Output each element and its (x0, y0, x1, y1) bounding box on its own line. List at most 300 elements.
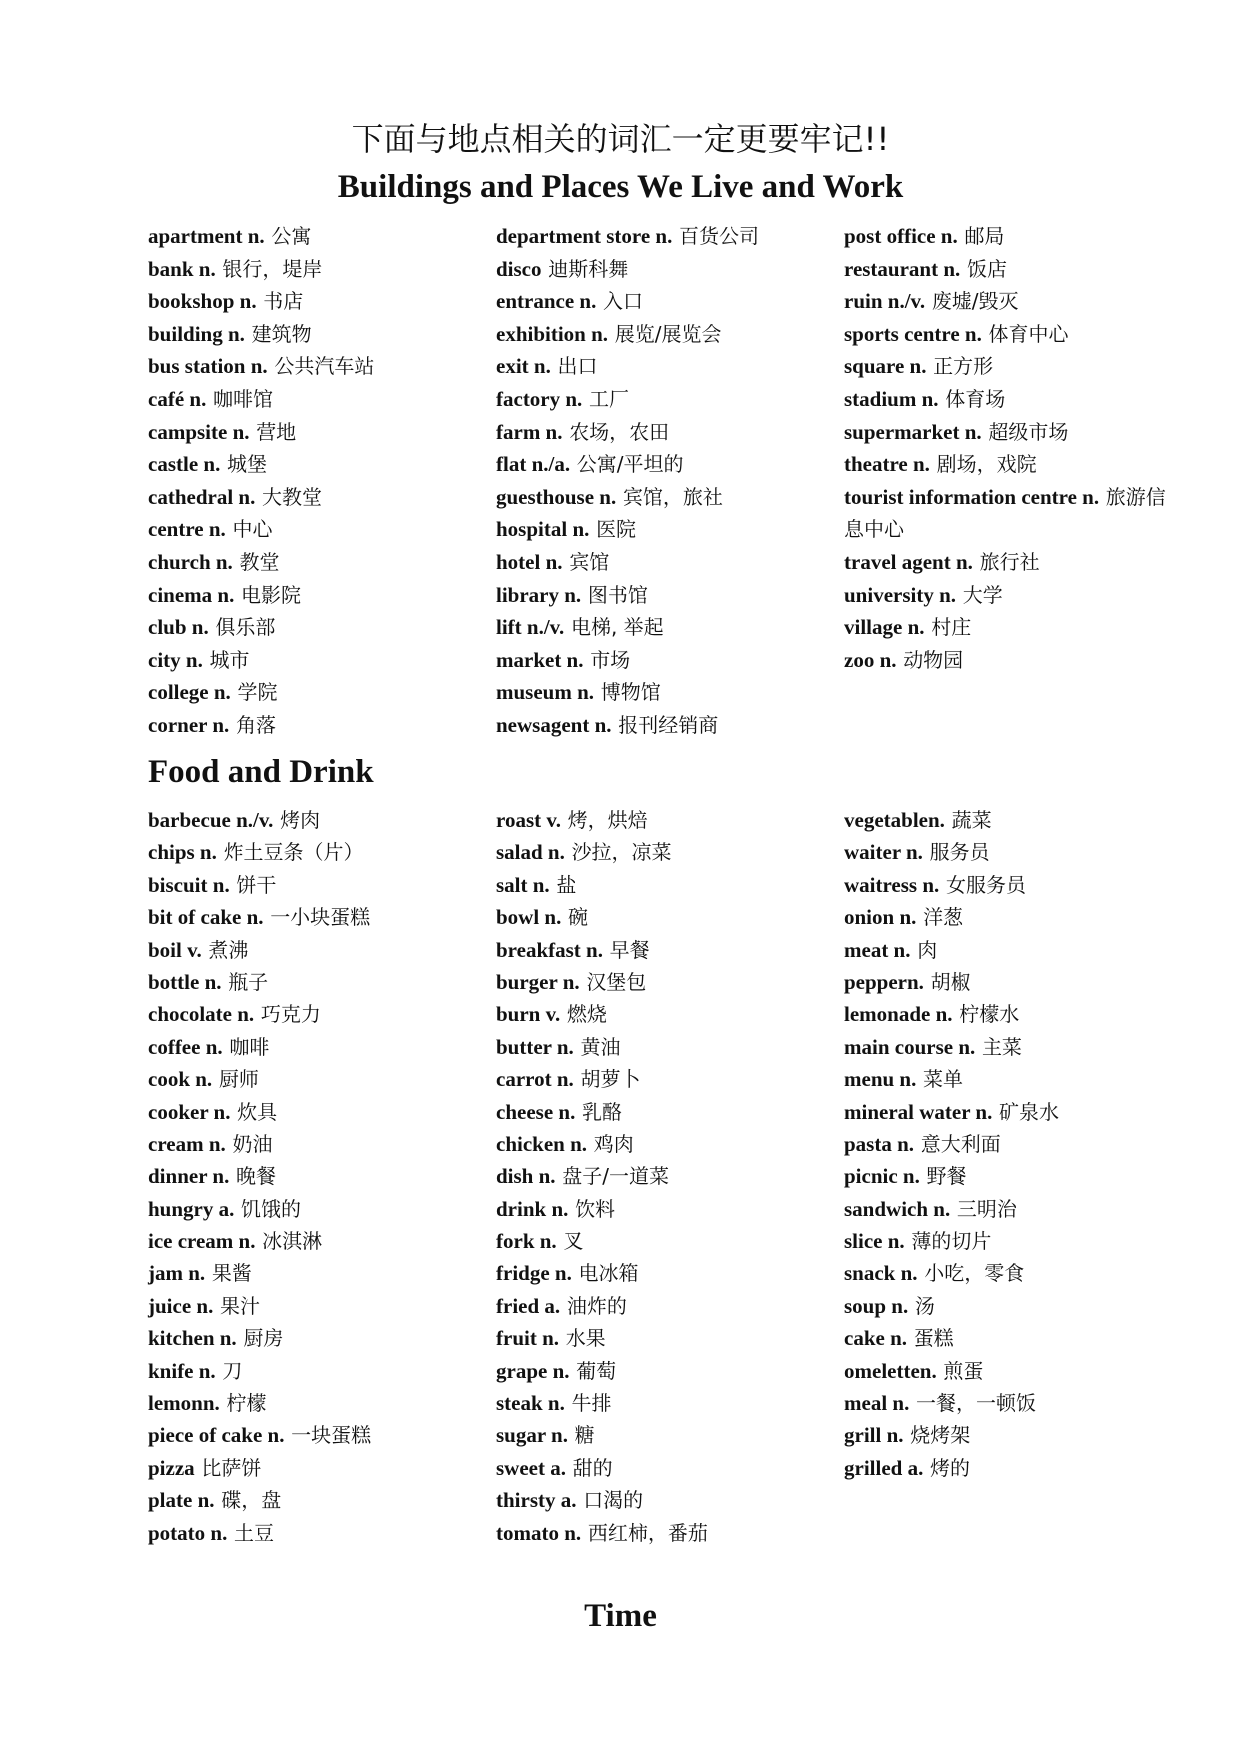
vocab-word: soup n. (844, 1293, 909, 1318)
vocab-entry (496, 1063, 844, 1095)
vocab-word: coffee n. (148, 1034, 223, 1059)
buildings-word-grid (148, 220, 1192, 742)
vocab-meaning: 入口 (603, 289, 644, 314)
vocab-word: waitress n. (844, 872, 940, 897)
vocab-meaning: 洋葱 (923, 905, 964, 930)
vocab-entry (148, 579, 496, 612)
vocab-meaning: 葡萄 (576, 1358, 617, 1383)
vocab-entry (844, 579, 1192, 612)
vocab-entry (148, 644, 496, 677)
vocab-word: pizza (148, 1455, 195, 1480)
vocab-word: lemonn. (148, 1391, 220, 1416)
vocab-meaning: 晚餐 (236, 1164, 277, 1189)
vocab-entry (496, 869, 844, 901)
vocab-meaning: 黄油 (580, 1034, 621, 1059)
vocab-word: stadium n. (844, 386, 939, 411)
vocab-word: bookshop n. (148, 289, 257, 314)
vocab-meaning: 小吃，零食 (924, 1261, 1025, 1286)
vocab-meaning: 报刊经销商 (618, 712, 719, 737)
vocab-word: cooker n. (148, 1099, 231, 1124)
vocab-entry (496, 611, 844, 644)
vocab-word: thirsty a. (496, 1488, 577, 1513)
vocab-word: pasta n. (844, 1131, 915, 1156)
vocab-entry (496, 350, 844, 383)
vocab-meaning: 口渴的 (583, 1488, 644, 1513)
vocab-entry (496, 1128, 844, 1160)
vocab-entry (148, 383, 496, 416)
vocab-entry (844, 1290, 1192, 1322)
vocab-word: travel agent n. (844, 549, 973, 574)
vocab-word: sandwich n. (844, 1196, 951, 1221)
vocab-word: newsagent n. (496, 712, 612, 737)
vocab-meaning: 展览/展览会 (614, 321, 722, 346)
vocab-word: fridge n. (496, 1261, 572, 1286)
vocab-entry (844, 481, 1170, 546)
vocab-word: bowl n. (496, 905, 562, 930)
vocab-entry (844, 1128, 1192, 1160)
vocab-entry (496, 1096, 844, 1128)
vocab-word: mineral water n. (844, 1099, 993, 1124)
vocab-entry (148, 676, 496, 709)
vocab-word: fried a. (496, 1293, 561, 1318)
vocab-word: campsite n. (148, 419, 250, 444)
vocab-entry (148, 416, 496, 449)
vocab-entry (844, 836, 1192, 868)
vocab-entry (496, 1193, 844, 1225)
vocab-entry (148, 836, 496, 868)
vocab-entry (496, 285, 844, 318)
vocab-meaning: 体育场 (945, 386, 1006, 411)
vocab-word: burn v. (496, 1002, 561, 1027)
vocab-entry (844, 1452, 1192, 1484)
food-word-grid (148, 804, 1192, 1549)
vocab-meaning: 野餐 (926, 1164, 967, 1189)
vocab-entry (844, 546, 1192, 579)
vocab-word: sugar n. (496, 1423, 568, 1448)
buildings-column-2 (496, 220, 844, 742)
vocab-word: kitchen n. (148, 1326, 237, 1351)
vocab-word: onion n. (844, 905, 917, 930)
vocab-meaning: 果汁 (220, 1293, 261, 1318)
vocab-meaning: 煎蛋 (943, 1358, 984, 1383)
vocab-meaning: 村庄 (931, 615, 972, 640)
vocab-entry (844, 318, 1192, 351)
vocab-word: flat n./a. (496, 452, 571, 477)
vocab-entry (844, 253, 1192, 286)
vocab-entry (844, 644, 1192, 677)
page-title: 下面与地点相关的词汇一定更要牢记!! (351, 120, 890, 159)
vocab-meaning: 主菜 (981, 1034, 1022, 1059)
vocab-word: fork n. (496, 1229, 557, 1254)
vocab-meaning: 蔬菜 (951, 808, 992, 832)
vocab-word: slice n. (844, 1229, 905, 1254)
vocab-word: castle n. (148, 452, 221, 477)
vocab-entry (844, 1063, 1192, 1095)
vocab-word: breakfast n. (496, 937, 603, 962)
vocab-meaning: 柠檬水 (959, 1002, 1020, 1027)
vocab-meaning: 比萨饼 (201, 1455, 262, 1480)
vocab-word: café n. (148, 386, 207, 411)
vocab-meaning: 服务员 (929, 840, 990, 865)
vocab-meaning: 奶油 (232, 1131, 273, 1156)
vocab-meaning: 剧场，戏院 (936, 452, 1037, 477)
vocab-entry (496, 644, 844, 677)
vocab-entry (496, 1257, 844, 1289)
vocab-entry (496, 513, 844, 546)
vocab-word: supermarket n. (844, 419, 982, 444)
vocab-meaning: 瓶子 (228, 969, 269, 994)
vocab-entry (148, 966, 496, 998)
vocab-word: club n. (148, 615, 209, 640)
vocab-word: knife n. (148, 1358, 216, 1383)
vocab-word: sweet a. (496, 1455, 566, 1480)
vocab-entry (148, 1063, 496, 1095)
food-column-2 (496, 804, 844, 1549)
vocab-entry (148, 350, 496, 383)
vocab-entry (148, 1193, 496, 1225)
vocab-entry (844, 611, 1192, 644)
vocab-meaning: 盘子/一道菜 (562, 1164, 669, 1189)
vocab-entry (496, 416, 844, 449)
vocab-entry (496, 1031, 844, 1063)
vocab-meaning: 土豆 (234, 1520, 275, 1545)
vocab-word: hotel n. (496, 549, 563, 574)
vocab-word: zoo n. (844, 647, 897, 672)
vocab-word: college n. (148, 680, 231, 705)
vocab-word: grape n. (496, 1358, 570, 1383)
vocab-word: chips n. (148, 840, 217, 865)
vocab-meaning: 宾馆 (569, 549, 610, 574)
vocab-word: hospital n. (496, 517, 590, 542)
vocab-meaning: 废墟/毁灭 (931, 289, 1019, 314)
vocab-meaning: 大教堂 (262, 484, 323, 509)
vocab-word: bus station n. (148, 354, 268, 379)
vocab-word: carrot n. (496, 1067, 574, 1092)
vocab-meaning: 中心 (232, 517, 273, 542)
vocab-entry (496, 1225, 844, 1257)
vocab-meaning: 俱乐部 (215, 615, 276, 640)
vocab-entry (844, 220, 1192, 253)
vocab-entry (844, 1355, 1192, 1387)
vocab-meaning: 冰淇淋 (262, 1229, 323, 1254)
vocab-word: tomato n. (496, 1520, 582, 1545)
vocab-word: bank n. (148, 256, 216, 281)
vocab-meaning: 菜单 (923, 1067, 964, 1092)
vocab-entry (844, 804, 1192, 836)
vocab-word: dinner n. (148, 1164, 230, 1189)
vocab-entry (844, 869, 1192, 901)
vocab-word: waiter n. (844, 840, 923, 865)
vocab-word: juice n. (148, 1293, 214, 1318)
vocab-word: exit n. (496, 354, 551, 379)
vocab-word: roast v. (496, 808, 561, 832)
vocab-entry (148, 481, 496, 514)
vocab-word: market n. (496, 647, 584, 672)
vocab-word: guesthouse n. (496, 484, 617, 509)
vocab-word: hungry a. (148, 1196, 235, 1221)
vocab-meaning: 公共汽车站 (274, 354, 375, 379)
vocab-entry (844, 416, 1192, 449)
vocab-meaning: 肉 (917, 937, 938, 962)
vocab-meaning: 农场，农田 (569, 419, 670, 444)
vocab-word: village n. (844, 615, 925, 640)
vocab-word: plate n. (148, 1488, 215, 1513)
vocab-meaning: 水果 (565, 1326, 606, 1351)
vocab-word: cream n. (148, 1131, 226, 1156)
vocab-meaning: 城市 (209, 647, 250, 672)
vocab-meaning: 碗 (568, 905, 589, 930)
vocab-word: sports centre n. (844, 321, 982, 346)
vocab-entry (844, 448, 1192, 481)
vocab-entry (844, 285, 1192, 318)
vocab-meaning: 百货公司 (679, 224, 760, 248)
vocab-meaning: 饮料 (575, 1196, 616, 1221)
vocab-word: square n. (844, 354, 927, 379)
vocab-entry (148, 448, 496, 481)
vocab-meaning: 迪斯科舞 (548, 256, 629, 281)
vocab-meaning: 果酱 (211, 1261, 252, 1286)
vocab-meaning: 薄的切片 (911, 1229, 992, 1254)
vocab-word: omeletten. (844, 1358, 937, 1383)
vocab-meaning: 电影院 (241, 582, 302, 607)
vocab-entry (148, 220, 496, 253)
vocab-meaning: 女服务员 (945, 872, 1026, 897)
vocab-word: disco (496, 256, 542, 281)
vocab-word: chocolate n. (148, 1002, 255, 1027)
vocab-meaning: 公寓 (271, 224, 312, 248)
vocab-word: grilled a. (844, 1455, 924, 1480)
vocab-word: bottle n. (148, 969, 222, 994)
vocab-word: university n. (844, 582, 957, 607)
vocab-meaning: 咖啡馆 (213, 386, 274, 411)
vocab-entry (496, 1419, 844, 1451)
vocab-entry (844, 1225, 1192, 1257)
vocab-word: meal n. (844, 1391, 910, 1416)
vocab-meaning: 胡萝卜 (580, 1067, 641, 1092)
vocab-meaning: 盐 (556, 872, 577, 897)
vocab-entry (844, 901, 1192, 933)
vocab-entry (148, 1452, 496, 1484)
vocab-meaning: 银行，堤岸 (222, 256, 323, 281)
vocab-word: cathedral n. (148, 484, 256, 509)
vocab-entry (148, 1128, 496, 1160)
vocab-word: steak n. (496, 1391, 565, 1416)
vocab-entry (148, 1387, 496, 1419)
section-heading-time: Time (584, 1598, 657, 1634)
buildings-column-3 (844, 220, 1192, 742)
vocab-entry (496, 220, 844, 253)
vocab-word: ruin n./v. (844, 289, 926, 314)
vocab-entry (148, 611, 496, 644)
vocab-entry (496, 1452, 844, 1484)
vocab-word: apartment n. (148, 224, 265, 248)
vocab-word: restaurant n. (844, 256, 961, 281)
vocab-word: menu n. (844, 1067, 917, 1092)
vocab-entry (496, 901, 844, 933)
vocab-word: department store n. (496, 224, 673, 248)
vocab-meaning: 咖啡 (229, 1034, 270, 1059)
vocab-meaning: 旅行社 (979, 549, 1040, 574)
vocab-word: butter n. (496, 1034, 574, 1059)
vocab-entry (496, 676, 844, 709)
vocab-word: jam n. (148, 1261, 206, 1286)
vocab-meaning: 出口 (557, 354, 598, 379)
vocab-entry (844, 966, 1192, 998)
vocab-entry (148, 1225, 496, 1257)
vocab-meaning: 甜的 (572, 1455, 613, 1480)
vocab-meaning: 学院 (237, 680, 278, 705)
vocab-entry (148, 318, 496, 351)
vocab-entry (496, 448, 844, 481)
vocab-word: picnic n. (844, 1164, 920, 1189)
vocab-meaning: 饭店 (966, 256, 1007, 281)
vocab-meaning: 电冰箱 (578, 1261, 639, 1286)
vocab-word: chicken n. (496, 1131, 588, 1156)
vocab-word: cake n. (844, 1326, 907, 1351)
vocab-entry (844, 350, 1192, 383)
vocab-meaning: 三明治 (956, 1196, 1017, 1221)
vocab-meaning: 烤肉 (280, 808, 321, 832)
vocab-entry (844, 1031, 1192, 1063)
vocab-meaning: 博物馆 (600, 680, 661, 705)
vocab-entry (844, 998, 1192, 1030)
vocab-entry (496, 481, 844, 514)
vocab-word: peppern. (844, 969, 924, 994)
vocab-entry (844, 1193, 1192, 1225)
vocab-word: main course n. (844, 1034, 976, 1059)
vocab-word: exhibition n. (496, 321, 609, 346)
vocab-entry (496, 804, 844, 836)
vocab-entry (148, 1290, 496, 1322)
vocab-word: entrance n. (496, 289, 597, 314)
vocab-word: grill n. (844, 1423, 904, 1448)
vocab-entry (496, 383, 844, 416)
vocab-word: cheese n. (496, 1099, 576, 1124)
vocab-word: building n. (148, 321, 245, 346)
vocab-entry (148, 804, 496, 836)
vocab-entry (844, 1419, 1192, 1451)
vocab-entry (496, 1517, 844, 1549)
vocab-meaning: 图书馆 (587, 582, 648, 607)
vocab-entry (148, 513, 496, 546)
vocab-word: dish n. (496, 1164, 556, 1189)
vocab-entry (148, 546, 496, 579)
vocab-entry (496, 1355, 844, 1387)
vocab-word: museum n. (496, 680, 595, 705)
vocab-entry (496, 1322, 844, 1354)
vocab-word: snack n. (844, 1261, 918, 1286)
vocab-word: farm n. (496, 419, 563, 444)
vocab-word: centre n. (148, 517, 226, 542)
vocab-meaning: 油炸的 (566, 1293, 627, 1318)
vocab-entry (148, 1160, 496, 1192)
vocab-word: cinema n. (148, 582, 235, 607)
vocab-meaning: 一小块蛋糕 (270, 905, 371, 930)
vocab-meaning: 巧克力 (260, 1002, 321, 1027)
vocab-meaning: 厨师 (218, 1067, 259, 1092)
vocab-entry (496, 546, 844, 579)
vocab-meaning: 一块蛋糕 (291, 1423, 372, 1448)
vocab-meaning: 汉堡包 (586, 969, 647, 994)
vocab-entry (844, 1387, 1192, 1419)
vocab-meaning: 医院 (596, 517, 637, 542)
vocab-meaning: 沙拉，凉菜 (571, 840, 672, 865)
vocab-entry (844, 1160, 1192, 1192)
vocab-meaning: 工厂 (589, 386, 629, 411)
vocab-meaning: 烧烤架 (910, 1423, 971, 1448)
vocab-entry (496, 966, 844, 998)
vocab-word: potato n. (148, 1520, 228, 1545)
vocab-entry (148, 1257, 496, 1289)
vocab-meaning: 煮沸 (208, 937, 249, 962)
section-heading-buildings: Buildings and Places We Live and Work (337, 169, 904, 205)
vocab-entry (844, 1257, 1192, 1289)
vocab-meaning: 书店 (263, 289, 304, 314)
vocab-word: library n. (496, 582, 582, 607)
vocab-meaning: 大学 (962, 582, 1003, 607)
vocab-word: city n. (148, 647, 203, 672)
section-heading-food: Food and Drink (148, 754, 374, 790)
vocab-word: lift n./v. (496, 615, 565, 640)
vocab-meaning: 牛排 (571, 1391, 612, 1416)
vocab-word: tourist information centre n. (844, 484, 1100, 509)
vocab-entry (496, 709, 844, 742)
vocab-meaning: 超级市场 (988, 419, 1069, 444)
vocab-entry (844, 934, 1192, 966)
vocab-entry (148, 1031, 496, 1063)
vocab-entry (148, 709, 496, 742)
vocab-meaning: 动物园 (903, 647, 964, 672)
vocab-meaning: 燃烧 (566, 1002, 607, 1027)
vocab-meaning: 烤，烘焙 (567, 808, 648, 832)
vocab-meaning: 碟，盘 (221, 1488, 282, 1513)
vocab-word: post office n. (844, 224, 958, 248)
vocab-entry (844, 1322, 1192, 1354)
vocab-meaning: 城堡 (227, 452, 268, 477)
vocab-entry (148, 1355, 496, 1387)
vocab-meaning: 建筑物 (251, 321, 312, 346)
vocab-word: drink n. (496, 1196, 569, 1221)
vocab-meaning: 宾馆，旅社 (622, 484, 723, 509)
buildings-column-1 (148, 220, 496, 742)
food-column-1 (148, 804, 496, 1549)
vocab-meaning: 炊具 (237, 1099, 278, 1124)
vocab-entry (148, 1484, 496, 1516)
vocab-word: theatre n. (844, 452, 930, 477)
vocab-meaning: 蛋糕 (913, 1326, 954, 1351)
vocab-entry (148, 901, 496, 933)
vocab-meaning: 糖 (574, 1423, 595, 1448)
food-column-3 (844, 804, 1192, 1549)
vocab-entry (496, 318, 844, 351)
vocab-word: cook n. (148, 1067, 213, 1092)
vocab-meaning: 乳酪 (582, 1099, 623, 1124)
vocab-word: ice cream n. (148, 1229, 256, 1254)
vocab-word: barbecue n./v. (148, 808, 274, 832)
vocab-word: corner n. (148, 712, 230, 737)
vocab-meaning: 角落 (235, 712, 276, 737)
vocab-meaning: 意大利面 (920, 1131, 1001, 1156)
vocab-entry (148, 253, 496, 286)
vocab-meaning: 烤的 (930, 1455, 971, 1480)
vocab-meaning: 体育中心 (988, 321, 1069, 346)
vocab-meaning: 教堂 (239, 549, 280, 574)
vocab-word: vegetablen. (844, 808, 945, 832)
vocab-word: boil v. (148, 937, 202, 962)
vocab-meaning: 厨房 (243, 1326, 284, 1351)
vocab-word: bit of cake n. (148, 905, 264, 930)
vocab-meaning: 营地 (256, 419, 297, 444)
